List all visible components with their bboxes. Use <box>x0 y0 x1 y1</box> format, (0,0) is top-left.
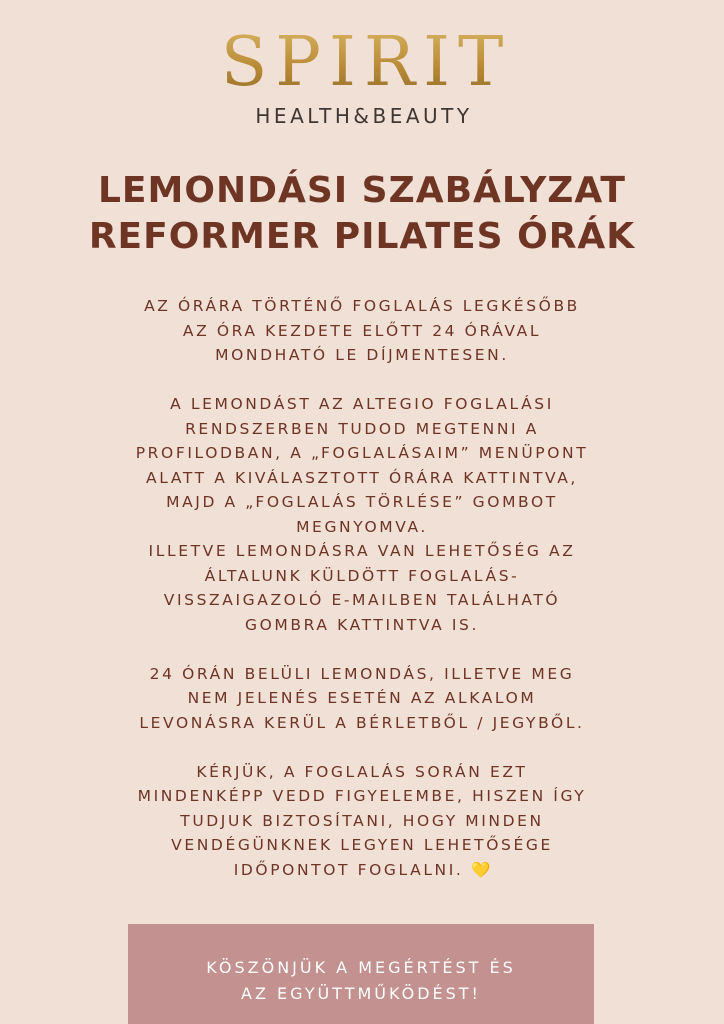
title-line-1: LEMONDÁSI SZABÁLYZAT <box>97 170 626 211</box>
thanks-line-2: AZ EGYÜTTMŰKÖDÉST! <box>241 984 481 1003</box>
brand-logo <box>0 22 724 128</box>
heart-icon: 💛 <box>470 860 491 879</box>
thanks-line-1: KÖSZÖNJÜK A MEGÉRTÉST ÉS <box>206 958 516 977</box>
text-line: VENDÉGÜNKNEK LEGYEN LEHETŐSÉGE <box>171 836 553 854</box>
text-line: ILLETVE LEMONDÁSRA VAN LEHETŐSÉG AZ <box>148 542 576 560</box>
text-line: MINDENKÉPP VEDD FIGYELEMBE, HISZEN ÍGY <box>137 787 587 805</box>
text-line: GOMBRA KATTINTVA IS. <box>245 615 479 634</box>
title-line-2: REFORMER PILATES ÓRÁK <box>88 216 636 257</box>
logo-wordmark: SPIRIT <box>213 22 512 104</box>
text-line-with-heart <box>62 858 662 883</box>
logo-tagline: HEALTH&BEAUTY <box>255 104 473 128</box>
text-line: MONDHATÓ LE DÍJMENTESEN. <box>215 346 509 364</box>
text-line: ÁLTALUNK KÜLDÖTT FOGLALÁS- <box>204 566 520 585</box>
text-line: RENDSZERBEN TUDOD MEGTENNI A <box>185 419 539 438</box>
text-line: MEGNYOMVA. <box>296 517 428 536</box>
paragraph-please-note <box>62 760 662 883</box>
paragraph-free-cancellation <box>62 294 662 368</box>
text-line: IDŐPONTOT FOGLALNI. <box>233 860 464 879</box>
text-line: KÉRJÜK, A FOGLALÁS SORÁN EZT <box>196 762 528 781</box>
paragraph-late-cancellation <box>62 662 662 736</box>
text-line: AZ ÓRÁRA TÖRTÉNŐ FOGLALÁS LEGKÉSŐBB <box>144 297 580 315</box>
page-title <box>0 168 724 260</box>
paragraph-how-to-cancel <box>62 392 662 637</box>
text-line: LEVONÁSRA KERÜL A BÉRLETBŐL / JEGYBŐL. <box>139 713 585 732</box>
policy-body <box>62 294 662 882</box>
text-line: A LEMONDÁST AZ ALTEGIO FOGLALÁSI <box>170 395 554 413</box>
text-line: TUDJUK BIZTOSÍTANI, HOGY MINDEN <box>180 811 544 830</box>
text-line: AZ ÓRA KEZDETE ELŐTT 24 ÓRÁVAL <box>182 321 542 340</box>
text-line: PROFILODBAN, A „FOGLALÁSAIM” MENÜPONT <box>135 444 589 462</box>
text-line: 24 ÓRÁN BELÜLI LEMONDÁS, ILLETVE MEG <box>149 664 575 683</box>
text-line: NEM JELENÉS ESETÉN AZ ALKALOM <box>187 689 537 707</box>
thank-you-banner <box>128 924 594 1024</box>
text-line: VISSZAIGAZOLÓ E-MAILBEN TALÁLHATÓ <box>163 591 561 609</box>
text-line: ALATT A KIVÁLASZTOTT ÓRÁRA KATTINTVA, <box>146 468 578 487</box>
text-line: MAJD A „FOGLALÁS TÖRLÉSE” GOMBOT <box>166 493 558 511</box>
